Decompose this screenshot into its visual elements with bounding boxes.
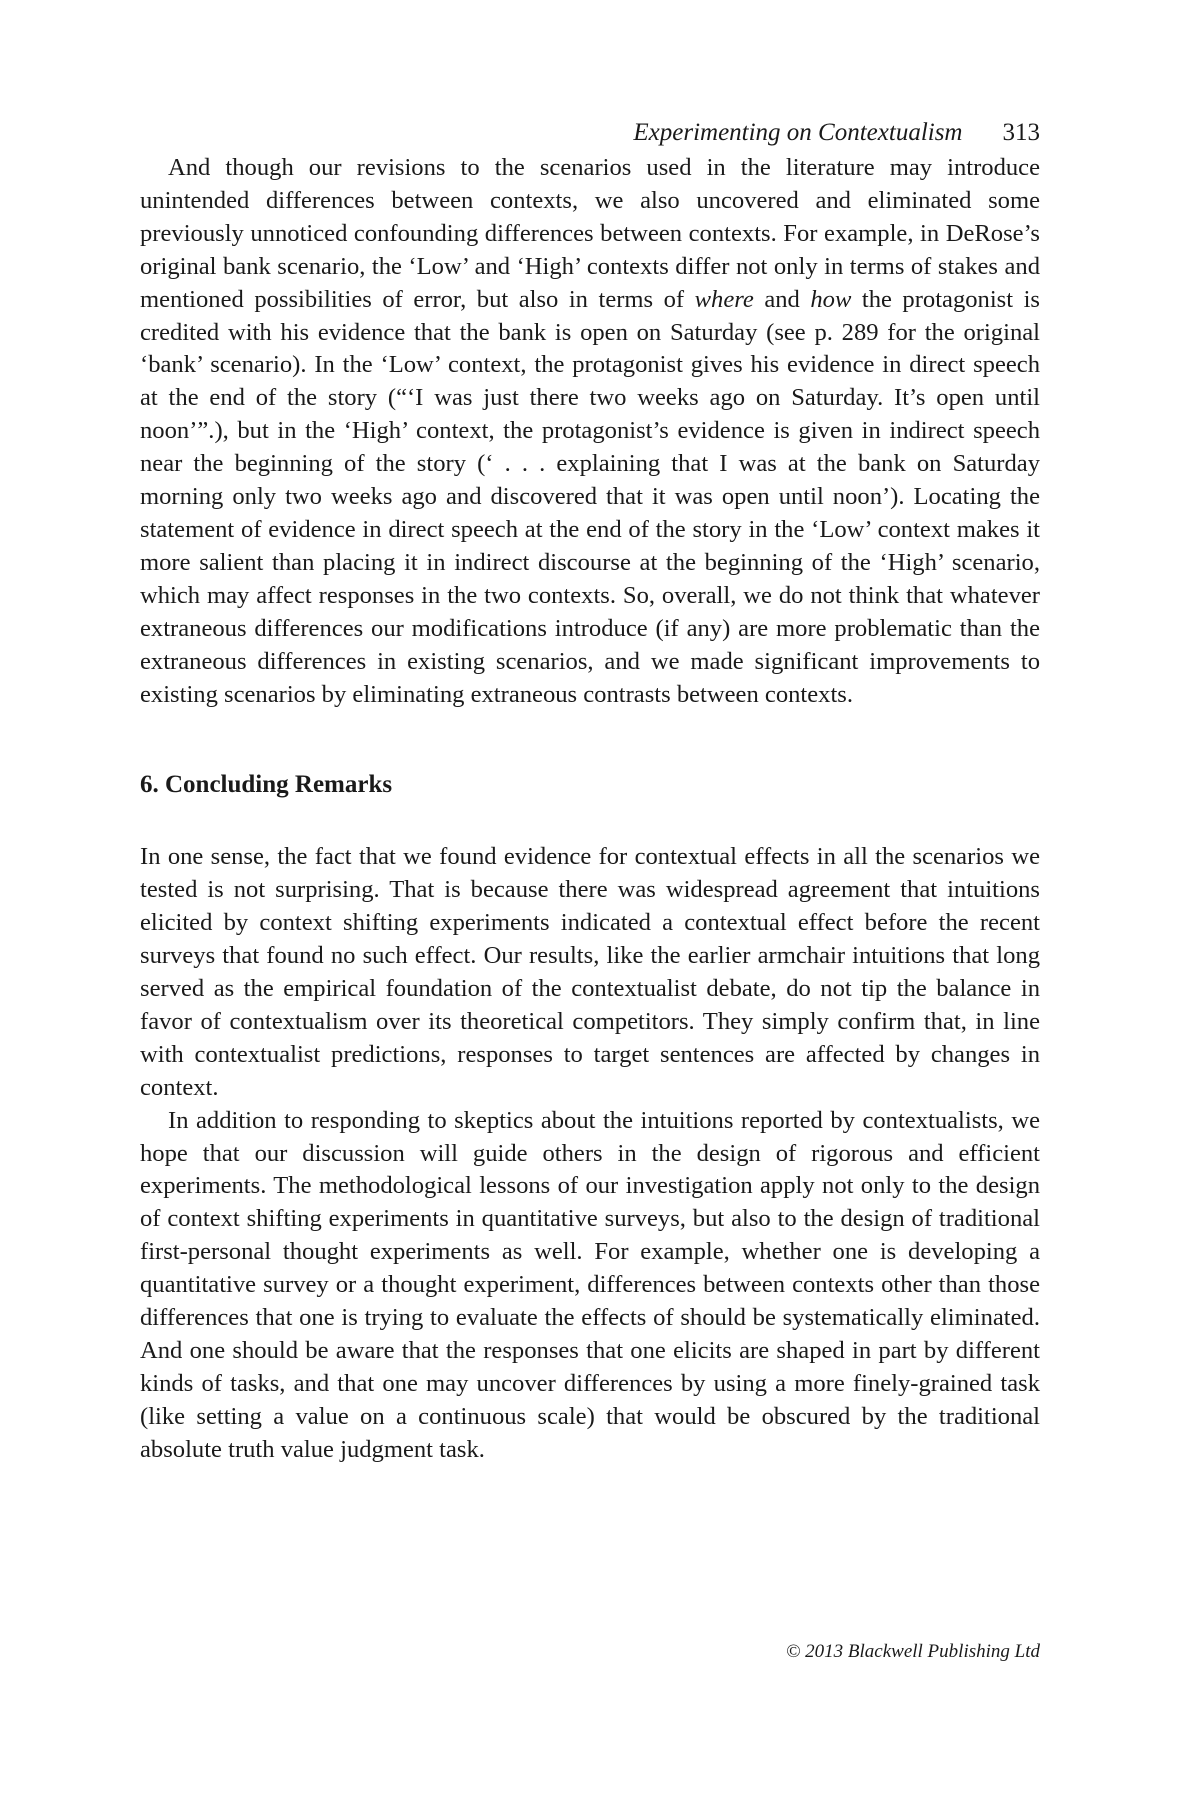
paragraph-revisions-part-1: And though our revisions to the scenarios used in the literature may introduce unintended differences between contexts, we also uncovered and eliminated some previously unnoticed confounding differences between contexts. For example, in DeRose’s original bank scenario, the ‘Low’ and ‘High’ contexts differ not only in terms of stakes and mentioned possibilities of error, but also in terms of [140, 154, 1040, 313]
paragraph-revisions [140, 152, 1040, 711]
section-heading: 6. Concluding Remarks [140, 771, 393, 799]
paragraph-revisions-part-2: and [753, 285, 811, 313]
running-title: Experimenting on Contextualism [633, 119, 963, 146]
article-text [140, 152, 1040, 1467]
page-body [140, 118, 1040, 1467]
emphasis-how: how [810, 285, 852, 313]
paragraph-concluding-2: In addition to responding to skeptics about the intuitions reported by contextualists, we hope that our discussion will guide others in the design of rigorous and efficient experiments. The methodological lessons of our investigation apply not only to the design of context shifting experiments in quantitative surveys, but also to the design of traditional first-personal thought experiments as well. For example, whether one is developing a quantitative survey or a thought experiment, differences between contexts other than those differences that one is trying to evaluate the effects of should be systematically eliminated. And one should be aware that the responses that one elicits are shaped in part by different kinds of tasks, and that one may uncover differences by using a more finely-grained task (like setting a value on a continuous scale) that would be obscured by the traditional absolute truth value judgment task. [140, 1106, 1040, 1463]
page-number: 313 [1002, 119, 1040, 146]
running-head [140, 118, 1040, 152]
paragraph-revisions-part-3: the protagonist is credited with his evidence that the bank is open on Saturday (see p. 289 for the original ‘bank’ scenario). In the ‘Low’ context, the protagonist gives his evidence in direct speech at the end of the story (“‘I was just there two weeks ago on Saturday. It’s open until noon’”.), but in the ‘High’ context, the protagonist’s evidence is given in indirect speech near the beginning of the story (‘ . . . explaining that I was at the bank on Saturday morning only two weeks ago and discovered that it was open until noon’). Locating the statement of evidence in direct speech at the end of the story in the ‘Low’ context makes it more salient than placing it in indirect discourse at the beginning of the ‘High’ scenario, which may affect responses in the two contexts. So, overall, we do not think that whatever extraneous differences our modifications introduce (if any) are more problematic than the extraneous differences in existing scenarios, and we made significant improvements to existing scenarios by eliminating extraneous contrasts between contexts. [140, 285, 1040, 708]
copyright-footer: © 2013 Blackwell Publishing Ltd [785, 1641, 1040, 1662]
emphasis-where: where [694, 285, 754, 313]
paragraph-concluding-1: In one sense, the fact that we found evidence for contextual effects in all the scenarios we tested is not surprising. That is because there was widespread agreement that intuitions elicited by context shifting experiments indicated a contextual effect before the recent surveys that found no such effect. Our results, like the earlier armchair intuitions that long served as the empirical foundation of the contextualist debate, do not tip the balance in favor of contextualism over its theoretical competitors. They simply confirm that, in line with contextualist predictions, responses to target sentences are affected by changes in context. [140, 843, 1040, 1101]
